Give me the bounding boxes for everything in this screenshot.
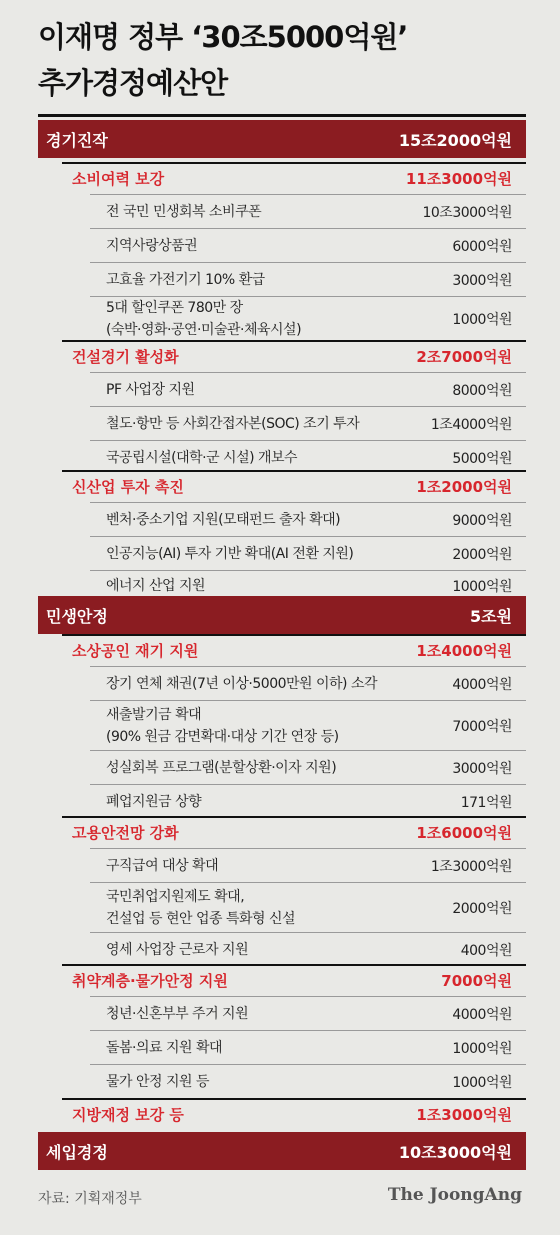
item-label: 국민취업지원제도 확대, 건설업 등 현안 업종 특화형 신설 [106,888,296,927]
list-item [90,666,526,700]
item-amount: 3000억원 [452,760,512,777]
sub-amount: 11조3000억원 [405,169,512,188]
sub-label: 고용안전망 강화 [72,823,179,842]
item-label: 물가 안정 지원 등 [106,1073,210,1090]
list-item [90,784,526,818]
list-item [90,502,526,536]
sub-label: 신산업 투자 촉진 [72,477,184,496]
item-label: 고효율 가전기기 10% 환급 [106,271,265,288]
item-label: 청년·신혼부부 주거 지원 [106,1005,249,1022]
sub-new-industry [62,470,526,500]
title-line-2: 추가경정예산안 [38,66,228,100]
list-item [90,296,526,340]
list-item [90,996,526,1030]
list-item [90,440,526,474]
item-label: 전 국민 민생회복 소비쿠폰 [106,203,262,220]
section-amount: 5조원 [469,606,512,626]
section-amount: 15조2000억원 [398,130,512,150]
brand-logo: The JoongAng [387,1185,522,1205]
sub-label: 소상공인 재기 지원 [72,641,199,660]
item-amount: 7000억원 [452,718,512,735]
item-amount: 9000억원 [452,512,512,529]
item-label: 돌봄·의료 지원 확대 [106,1039,223,1056]
section-label: 민생안정 [46,606,108,626]
sub-employment [62,816,526,846]
sub-amount: 1조4000억원 [416,641,512,660]
item-amount: 171억원 [460,794,512,811]
section-revenue-adjustment [38,1132,526,1170]
item-amount: 10조3000억원 [422,204,512,221]
list-item [90,1030,526,1064]
sub-label: 지방재정 보강 등 [72,1105,184,1124]
source-note: 자료: 기획재정부 [38,1191,142,1207]
list-item [90,536,526,570]
item-label: 영세 사업장 근로자 지원 [106,941,249,958]
item-label: 국공립시설(대학·군 시설) 개보수 [106,449,298,466]
list-item [90,700,526,750]
item-amount: 1000억원 [452,1074,512,1091]
section-amount: 10조3000억원 [398,1142,512,1162]
item-amount: 5000억원 [452,450,512,467]
list-item [90,372,526,406]
sub-amount: 2조7000억원 [416,347,512,366]
item-label: 5대 할인쿠폰 780만 장 (숙박·영화·공연·미술관·체육시설) [106,299,302,338]
list-item [90,932,526,966]
item-amount: 2000억원 [452,546,512,563]
sub-amount: 1조2000억원 [416,477,512,496]
list-item [90,750,526,784]
item-amount: 2000억원 [452,900,512,917]
item-amount: 4000억원 [452,676,512,693]
item-amount: 1조4000억원 [430,416,512,433]
list-item [90,262,526,296]
item-amount: 6000억원 [452,238,512,255]
sub-amount: 1조6000억원 [416,823,512,842]
list-item [90,882,526,932]
sub-label: 건설경기 활성화 [72,347,179,366]
item-label: 구직급여 대상 확대 [106,857,219,874]
sub-label: 소비여력 보강 [72,169,165,188]
item-label: 새출발기금 확대 (90% 원금 감면확대·대상 기간 연장 등) [106,706,339,745]
item-label: 지역사랑상품권 [106,237,198,254]
list-item [90,228,526,262]
item-label: PF 사업장 지원 [106,381,195,398]
sub-consumption [62,162,526,192]
item-label: 벤처·중소기업 지원(모태펀드 출자 확대) [106,511,341,528]
item-amount: 1000억원 [452,1040,512,1057]
item-label: 성실회복 프로그램(분할상환·이자 지원) [106,759,337,776]
section-label: 세입경정 [46,1142,108,1162]
item-amount: 1조3000억원 [430,858,512,875]
section-economy-boost [38,120,526,158]
item-label: 장기 연체 채권(7년 이상·5000만원 이하) 소각 [106,675,378,692]
item-amount: 4000억원 [452,1006,512,1023]
sub-local-finance [62,1098,526,1128]
item-label: 철도·항만 등 사회간접자본(SOC) 조기 투자 [106,415,360,432]
list-item [90,1064,526,1098]
sub-label: 취약계층·물가안정 지원 [72,971,228,990]
item-label: 에너지 산업 지원 [106,577,206,594]
list-item [90,406,526,440]
top-rule [38,114,526,117]
item-amount: 1000억원 [452,311,512,328]
list-item [90,848,526,882]
sub-construction [62,340,526,370]
page-title [38,14,538,106]
sub-amount: 7000억원 [441,971,512,990]
section-label: 경기진작 [46,130,108,150]
title-line-1: 이재명 정부 ‘30조5000억원’ [38,20,408,54]
sub-small-business [62,634,526,664]
sub-amount: 1조3000억원 [416,1105,512,1124]
sub-vulnerable-prices [62,964,526,994]
item-amount: 400억원 [460,942,512,959]
item-label: 폐업지원금 상향 [106,793,202,810]
list-item [90,194,526,228]
item-amount: 1000억원 [452,578,512,595]
item-label: 인공지능(AI) 투자 기반 확대(AI 전환 지원) [106,545,354,562]
item-amount: 3000억원 [452,272,512,289]
item-amount: 8000억원 [452,382,512,399]
section-livelihood [38,596,526,634]
